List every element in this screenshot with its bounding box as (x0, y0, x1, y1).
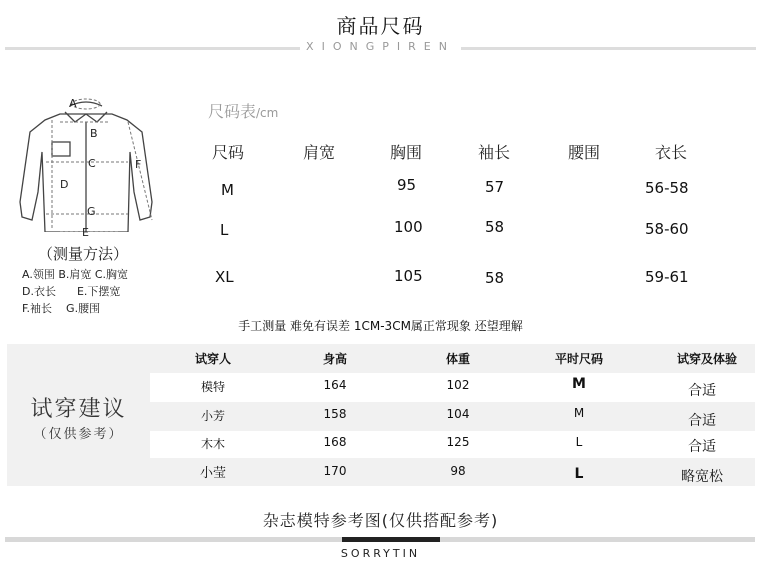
trial-name-cell: 木木 (200, 437, 225, 451)
trial-feel-cell: 合适 (688, 439, 716, 455)
size-table-title: 尺码表/cm (208, 102, 279, 121)
trial-name-cell: 小芳 (200, 409, 225, 423)
sleeve-cell: 57 (485, 178, 505, 196)
trial-name-cell: 小莹 (199, 466, 226, 481)
trial-weight-cell: 104 (446, 407, 470, 421)
legend-line: F.袖长 G.腰围 (22, 302, 101, 315)
label-g: G (87, 205, 96, 218)
trial-title: 试穿建议 (30, 397, 127, 422)
size-cell: M (221, 181, 234, 199)
length-cell: 59-61 (645, 268, 689, 286)
trial-weight-cell: 125 (446, 435, 470, 449)
header-length: 衣长 (655, 143, 688, 162)
length-cell: 56-58 (645, 179, 689, 197)
trial-size-cell: L (575, 435, 583, 449)
trial-header-weight: 体重 (445, 352, 470, 366)
measurement-note: 手工测量 难免有误差 1CM-3CM属正常现象 还望理解 (238, 319, 523, 333)
magazine-reference-title: 杂志模特参考图(仅供搭配参考) (262, 511, 499, 530)
trial-header-name: 试穿人 (194, 352, 231, 366)
label-e: E (82, 226, 89, 239)
legend-line: A.领围 B.肩宽 C.胸宽 (22, 268, 129, 281)
trial-feel-cell: 合适 (688, 383, 716, 399)
size-cell: L (220, 221, 229, 239)
header-sleeve: 袖长 (478, 143, 511, 162)
label-a: A (69, 97, 77, 110)
header-subtitle: XIONGPIREN (0, 40, 761, 53)
trial-subtitle: （仅供参考） (33, 427, 124, 442)
size-cell: XL (215, 268, 234, 286)
label-b: B (90, 127, 98, 140)
chest-cell: 105 (394, 267, 423, 285)
trial-height-cell: 164 (323, 378, 347, 392)
trial-header-height: 身高 (322, 352, 347, 366)
trial-height-cell: 168 (323, 435, 347, 449)
trial-size-cell: M (573, 406, 585, 420)
header-size: 尺码 (212, 143, 245, 162)
trial-name-cell: 模特 (200, 380, 225, 394)
header-chest: 胸围 (390, 143, 423, 162)
trial-weight-cell: 102 (446, 378, 470, 392)
legend-line: D.衣长 E.下摆宽 (22, 285, 121, 298)
trial-header-feel: 试穿及体验 (676, 352, 737, 366)
trial-feel-cell: 合适 (688, 413, 716, 429)
sleeve-cell: 58 (485, 218, 505, 236)
trial-header-size: 平时尺码 (554, 352, 603, 366)
label-f: F (135, 158, 142, 171)
trial-weight-cell: 98 (450, 464, 466, 478)
brand-name: SORRYTIN (340, 547, 421, 560)
page-title: 商品尺码 (336, 14, 425, 38)
label-c: C (88, 157, 96, 170)
footer-divider-accent (342, 537, 440, 542)
header-shoulder: 肩宽 (303, 143, 336, 162)
trial-feel-cell: 略宽松 (681, 469, 723, 485)
length-cell: 58-60 (645, 220, 689, 238)
trial-size-cell: M (572, 376, 586, 392)
chest-cell: 100 (394, 218, 423, 236)
sleeve-cell: 58 (485, 269, 505, 287)
measure-method-title: （测量方法） (38, 245, 129, 263)
trial-size-cell: L (574, 466, 584, 482)
chest-cell: 95 (397, 176, 417, 194)
header-waist: 腰围 (568, 143, 601, 162)
trial-height-cell: 158 (323, 407, 347, 421)
label-d: D (60, 178, 69, 191)
trial-height-cell: 170 (323, 464, 347, 478)
